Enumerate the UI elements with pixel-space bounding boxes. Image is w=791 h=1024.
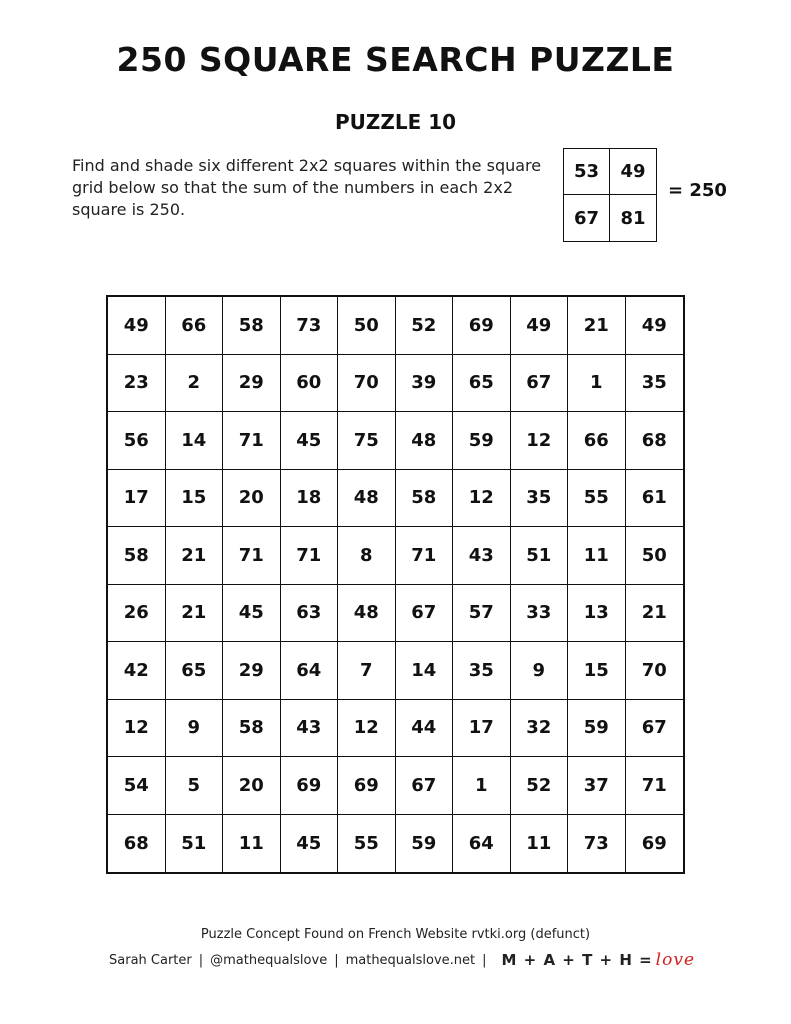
grid-cell[interactable]: 8 xyxy=(338,527,396,585)
grid-cell[interactable]: 9 xyxy=(511,642,569,700)
grid-cell[interactable]: 68 xyxy=(626,412,684,470)
grid-cell[interactable]: 11 xyxy=(568,527,626,585)
instructions-text: Find and shade six different 2x2 squares within the square grid below so that the sum of the numbers in each 2x2 square is 250. xyxy=(72,156,542,219)
grid-cell[interactable]: 12 xyxy=(453,470,511,528)
separator: | xyxy=(334,952,339,968)
separator: | xyxy=(482,952,487,968)
grid-cell[interactable]: 48 xyxy=(338,585,396,643)
page-title: 250 SQUARE SEARCH PUZZLE xyxy=(116,40,675,79)
grid-cell[interactable]: 71 xyxy=(396,527,454,585)
grid-cell[interactable]: 58 xyxy=(108,527,166,585)
example-cell: 81 xyxy=(620,207,646,229)
grid-cell[interactable]: 58 xyxy=(223,700,281,758)
grid-cell[interactable]: 15 xyxy=(166,470,224,528)
grid-cell[interactable]: 14 xyxy=(396,642,454,700)
grid-cell[interactable]: 1 xyxy=(453,757,511,815)
grid-cell[interactable]: 14 xyxy=(166,412,224,470)
grid-cell[interactable]: 21 xyxy=(166,527,224,585)
logo-love-script: love xyxy=(655,950,696,970)
grid-cell[interactable]: 60 xyxy=(281,355,339,413)
grid-cell[interactable]: 44 xyxy=(396,700,454,758)
grid-cell[interactable]: 58 xyxy=(223,297,281,355)
grid-cell[interactable]: 50 xyxy=(338,297,396,355)
grid-cell[interactable]: 18 xyxy=(281,470,339,528)
grid-cell[interactable]: 15 xyxy=(568,642,626,700)
example-square xyxy=(563,148,657,242)
grid-cell[interactable]: 45 xyxy=(281,412,339,470)
puzzle-number: PUZZLE 10 xyxy=(334,110,457,134)
grid-cell[interactable]: 35 xyxy=(511,470,569,528)
grid-cell[interactable]: 70 xyxy=(338,355,396,413)
grid-cell[interactable]: 29 xyxy=(223,355,281,413)
grid-cell[interactable]: 65 xyxy=(453,355,511,413)
grid-cell[interactable]: 59 xyxy=(396,815,454,873)
grid-cell[interactable]: 58 xyxy=(396,470,454,528)
grid-cell[interactable]: 69 xyxy=(338,757,396,815)
social-handle: @mathequalslove xyxy=(210,952,328,968)
grid-cell[interactable]: 1 xyxy=(568,355,626,413)
logo-text: M + A + T + H = xyxy=(501,951,653,969)
grid-cell[interactable]: 73 xyxy=(281,297,339,355)
grid-cell[interactable]: 12 xyxy=(108,700,166,758)
example-cell: 67 xyxy=(564,195,610,241)
grid-cell[interactable]: 21 xyxy=(166,585,224,643)
grid-cell[interactable]: 45 xyxy=(281,815,339,873)
grid-cell[interactable]: 66 xyxy=(166,297,224,355)
grid-cell[interactable]: 52 xyxy=(396,297,454,355)
grid-cell[interactable]: 12 xyxy=(338,700,396,758)
grid-cell[interactable]: 65 xyxy=(166,642,224,700)
grid-cell[interactable]: 63 xyxy=(281,585,339,643)
grid-cell[interactable]: 49 xyxy=(511,297,569,355)
grid-cell[interactable]: 75 xyxy=(338,412,396,470)
grid-cell[interactable]: 69 xyxy=(641,832,667,854)
example-cell: 49 xyxy=(610,149,656,195)
grid-cell[interactable]: 50 xyxy=(626,527,684,585)
grid-cell[interactable]: 71 xyxy=(626,757,684,815)
grid-cell[interactable]: 52 xyxy=(511,757,569,815)
grid-cell[interactable]: 71 xyxy=(281,527,339,585)
grid-cell[interactable]: 59 xyxy=(568,700,626,758)
grid-cell[interactable]: 43 xyxy=(281,700,339,758)
grid-cell[interactable]: 37 xyxy=(568,757,626,815)
grid-cell[interactable]: 12 xyxy=(511,412,569,470)
website-link[interactable]: mathequalslove.net xyxy=(345,952,476,968)
grid-cell[interactable]: 57 xyxy=(453,585,511,643)
grid-cell[interactable]: 7 xyxy=(338,642,396,700)
grid-cell[interactable]: 73 xyxy=(568,815,626,873)
grid-cell[interactable]: 67 xyxy=(396,757,454,815)
grid-cell[interactable]: 55 xyxy=(338,815,396,873)
grid-cell[interactable]: 66 xyxy=(568,412,626,470)
grid-cell[interactable]: 39 xyxy=(396,355,454,413)
grid-cell[interactable]: 59 xyxy=(453,412,511,470)
grid-cell[interactable]: 61 xyxy=(626,470,684,528)
grid-cell[interactable]: 71 xyxy=(223,412,281,470)
grid-cell[interactable]: 20 xyxy=(223,470,281,528)
number-grid xyxy=(106,295,685,874)
grid-cell[interactable]: 42 xyxy=(108,642,166,700)
grid-cell[interactable]: 67 xyxy=(511,355,569,413)
grid-cell[interactable]: 64 xyxy=(453,815,511,873)
grid-cell[interactable]: 13 xyxy=(568,585,626,643)
grid-cell[interactable]: 49 xyxy=(626,297,684,355)
grid-cell[interactable]: 23 xyxy=(108,355,166,413)
math-love-logo xyxy=(502,950,696,970)
grid-cell[interactable]: 17 xyxy=(453,700,511,758)
grid-cell[interactable]: 20 xyxy=(223,757,281,815)
grid-cell[interactable]: 35 xyxy=(626,355,684,413)
grid-cell[interactable]: 26 xyxy=(108,585,166,643)
grid-cell[interactable]: 2 xyxy=(166,355,224,413)
grid-cell[interactable]: 64 xyxy=(281,642,339,700)
grid-cell[interactable]: 69 xyxy=(453,297,511,355)
footer-bar xyxy=(109,950,709,970)
grid-cell[interactable]: 69 xyxy=(281,757,339,815)
grid-cell[interactable]: 11 xyxy=(511,815,569,873)
separator: | xyxy=(198,952,204,968)
grid-cell[interactable]: 48 xyxy=(338,470,396,528)
puzzle-credit: Puzzle Concept Found on French Website rvtki.org (defunct) xyxy=(200,927,591,942)
grid-cell[interactable]: 35 xyxy=(453,642,511,700)
grid-cell[interactable]: 68 xyxy=(108,815,166,873)
grid-cell[interactable]: 54 xyxy=(108,757,166,815)
grid-cell[interactable]: 51 xyxy=(511,527,569,585)
grid-cell[interactable]: 48 xyxy=(396,412,454,470)
example-sum: = 250 xyxy=(668,180,727,201)
grid-cell[interactable]: 45 xyxy=(223,585,281,643)
grid-cell[interactable]: 29 xyxy=(223,642,281,700)
grid-cell[interactable]: 56 xyxy=(108,412,166,470)
grid-cell[interactable]: 33 xyxy=(511,585,569,643)
grid-cell[interactable]: 71 xyxy=(223,527,281,585)
grid-cell[interactable]: 5 xyxy=(166,757,224,815)
author-name: Sarah Carter xyxy=(109,952,192,968)
grid-cell[interactable]: 70 xyxy=(626,642,684,700)
grid-cell[interactable]: 43 xyxy=(453,527,511,585)
grid-cell[interactable]: 51 xyxy=(166,815,224,873)
grid-cell[interactable]: 21 xyxy=(568,297,626,355)
grid-cell[interactable]: 67 xyxy=(396,585,454,643)
grid-cell[interactable]: 49 xyxy=(108,297,166,355)
grid-cell[interactable]: 17 xyxy=(108,470,166,528)
grid-cell[interactable]: 9 xyxy=(166,700,224,758)
grid-cell[interactable]: 32 xyxy=(511,700,569,758)
grid-cell[interactable]: 67 xyxy=(626,700,684,758)
grid-cell[interactable]: 55 xyxy=(568,470,626,528)
grid-cell[interactable]: 21 xyxy=(626,585,684,643)
example-cell: 53 xyxy=(564,149,610,195)
grid-cell[interactable]: 11 xyxy=(223,815,281,873)
